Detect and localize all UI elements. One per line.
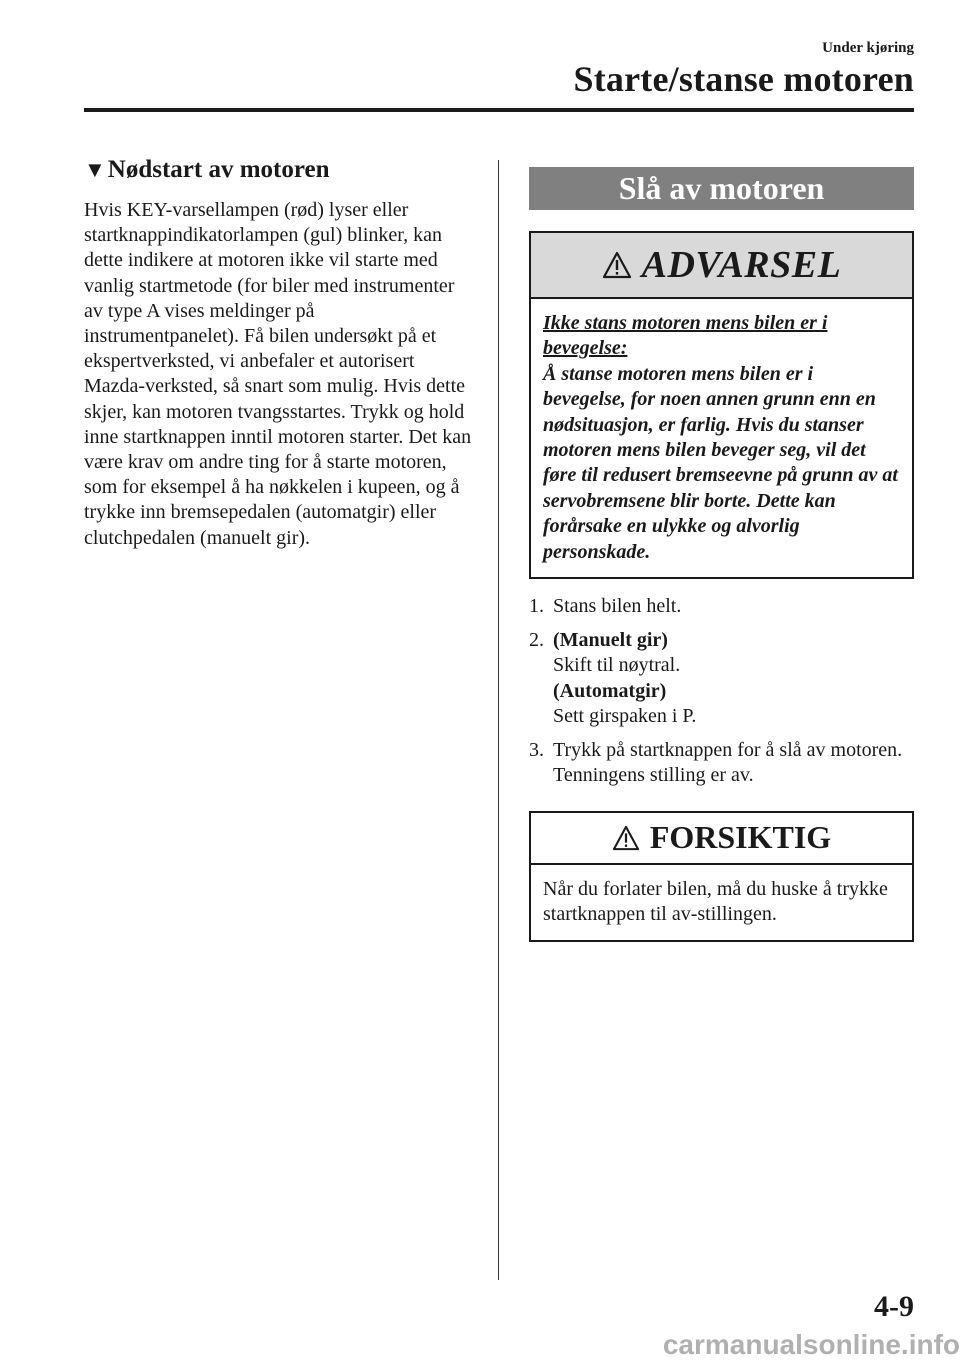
step-text: Trykk på startknappen for å slå av motoren. Tenningens stilling er av. <box>553 738 903 787</box>
step-text: Stans bilen helt. <box>553 595 682 618</box>
list-item <box>529 738 914 789</box>
caution-header <box>531 813 912 865</box>
running-header-title: Starte/stanse motoren <box>573 59 914 99</box>
section-heading <box>84 156 474 184</box>
left-column <box>84 156 474 551</box>
step-label-automatic: (Automatgir) <box>553 679 667 702</box>
step-text: Sett girspaken i P. <box>553 705 697 728</box>
triangle-marker-icon: ▼ <box>84 157 106 182</box>
warning-underlined-text: Ikke stans motoren mens bilen er i bevegelse: <box>543 312 828 360</box>
caution-triangle-icon <box>612 825 640 851</box>
header-rule <box>84 108 914 112</box>
list-item <box>529 628 914 730</box>
step-text: Skift til nøytral. <box>553 654 681 677</box>
watermark: carmanualsonline.info <box>662 1329 960 1360</box>
caution-box <box>529 811 914 942</box>
warning-body <box>531 299 912 577</box>
right-column <box>529 167 914 942</box>
page-number: 4-9 <box>874 1290 914 1323</box>
warning-text: Å stanse motoren mens bilen er i bevegelse, for noen annen grunn enn en nødsituasjon, er farlig. Hvis du stanser motoren mens bilen beveger seg, vil det føre til redusert bremseevne på grunn av at servobremsene blir borte. Dette kan forårsake en ulykke og alvorlig personskade. <box>543 362 898 563</box>
list-item <box>529 594 914 620</box>
section-banner: Slå av motoren <box>529 167 914 210</box>
column-divider <box>498 160 499 1280</box>
warning-box <box>529 231 914 579</box>
steps-list <box>529 594 914 789</box>
running-header-section: Under kjøring <box>822 40 914 56</box>
step-number: 1. <box>529 595 544 618</box>
step-label-manual: (Manuelt gir) <box>553 628 668 651</box>
emergency-start-paragraph: Hvis KEY-varsellampen (rød) lyser eller startknappindikatorlampen (gul) blinker, kan dette indikere at motoren ikke vil starte med vanlig startmetode (for biler med instrumenter av type A vises meldinger på instrumentpanelet). Få bilen undersøkt på et ekspertverksted, vi anbefaler et autorisert Mazda-verksted, så snart som mulig. Hvis dette skjer, kan motoren tvangsstartes. Trykk og hold inne startknappen inntil motoren starter. Det kan være krav om andre ting for å starte motoren, som for eksempel å ha nøkkelen i kupeen, og å trykke inn bremsepedalen (automatgir) eller clutchpedalen (manuelt gir). <box>84 199 472 549</box>
step-number: 3. <box>529 738 544 761</box>
warning-title: ADVARSEL <box>641 244 842 286</box>
warning-triangle-icon <box>602 251 632 279</box>
caution-body <box>531 865 912 940</box>
caution-title: FORSIKTIG <box>649 819 832 856</box>
caution-text: Når du forlater bilen, må du huske å trykke startknappen til av-stillingen. <box>543 877 888 926</box>
warning-header <box>531 233 912 299</box>
step-number: 2. <box>529 628 544 651</box>
section-heading-text: Nødstart av motoren <box>107 156 330 183</box>
